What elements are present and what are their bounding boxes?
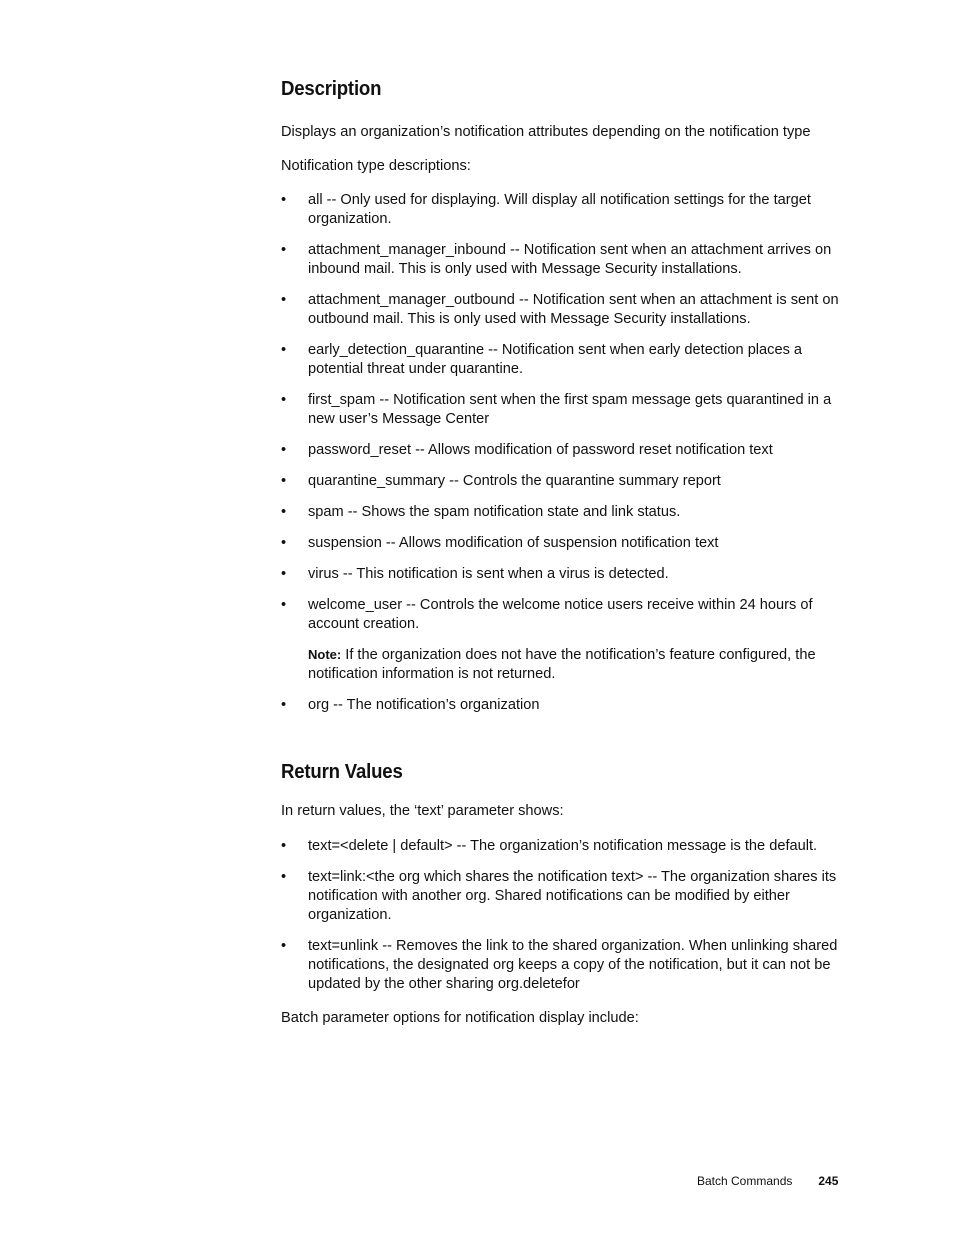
return-values-intro: In return values, the ‘text’ parameter shows: xyxy=(281,803,564,819)
list-item: • virus -- This notification is sent when a virus is detected. xyxy=(281,566,669,582)
description-intro: Displays an organization’s notification attributes depending on the notification type xyxy=(281,124,811,140)
note-text: If the organization does not have the notification’s feature configured, the notification information is not returned. xyxy=(308,647,816,682)
list-item: • early_detection_quarantine -- Notification sent when early detection places a potential threat under quarantine. xyxy=(281,342,803,377)
list-item: • suspension -- Allows modification of suspension notification text xyxy=(281,535,719,551)
bullet-icon: • xyxy=(281,504,287,520)
note-label: Note: xyxy=(308,647,342,662)
notification-type-list xyxy=(281,191,841,634)
notification-types-label: Notification type descriptions: xyxy=(281,158,471,174)
list-item: • quarantine_summary -- Controls the quarantine summary report xyxy=(281,473,721,489)
bullet-icon: • xyxy=(281,392,287,408)
list-item: • spam -- Shows the spam notification state and link status. xyxy=(281,504,681,520)
bullet-icon: • xyxy=(281,838,287,854)
bullet-icon: • xyxy=(281,292,287,308)
bullet-icon: • xyxy=(281,192,287,208)
return-values-heading: Return Values xyxy=(281,761,403,783)
page-content xyxy=(281,78,841,1028)
list-item: • text=link:<the org which shares the notification text> -- The organization shares its notification with another org. Shared notifications can be modified by either organization. xyxy=(281,869,837,923)
bullet-icon: • xyxy=(281,869,287,885)
list-item: • text=<delete | default> -- The organization’s notification message is the default. xyxy=(281,838,818,854)
page-number: 245 xyxy=(818,1174,839,1188)
list-item: • all -- Only used for displaying. Will display all notification settings for the target organization. xyxy=(281,192,811,227)
bullet-icon: • xyxy=(281,535,287,551)
list-item: • org -- The notification’s organization xyxy=(281,697,540,713)
list-item: • text=unlink -- Removes the link to the shared organization. When unlinking shared notifications, the designated org keeps a copy of the notification, but it can not be updated by the other sharing org.deletefor xyxy=(281,938,838,992)
org-item-list xyxy=(281,696,841,715)
list-item: • attachment_manager_inbound -- Notification sent when an attachment arrives on inbound mail. This is only used with Message Security installations. xyxy=(281,242,832,277)
description-heading: Description xyxy=(281,78,382,100)
note-block xyxy=(281,645,841,684)
page-footer xyxy=(697,1174,838,1188)
bullet-icon: • xyxy=(281,442,287,458)
list-item: • password_reset -- Allows modification of password reset notification text xyxy=(281,442,773,458)
bullet-icon: • xyxy=(281,342,287,358)
list-item: • first_spam -- Notification sent when the first spam message gets quarantined in a new user’s Message Center xyxy=(281,392,832,427)
list-item: • welcome_user -- Controls the welcome notice users receive within 24 hours of account creation. xyxy=(281,597,813,632)
list-item: • attachment_manager_outbound -- Notification sent when an attachment is sent on outbound mail. This is only used with Message Security installations. xyxy=(281,292,839,327)
bullet-icon: • xyxy=(281,242,287,258)
batch-options-text: Batch parameter options for notification display include: xyxy=(281,1010,639,1026)
bullet-icon: • xyxy=(281,697,287,713)
bullet-icon: • xyxy=(281,566,287,582)
return-values-list xyxy=(281,837,841,994)
bullet-icon: • xyxy=(281,938,287,954)
bullet-icon: • xyxy=(281,473,287,489)
bullet-icon: • xyxy=(281,597,287,613)
footer-section-title: Batch Commands xyxy=(697,1174,793,1188)
